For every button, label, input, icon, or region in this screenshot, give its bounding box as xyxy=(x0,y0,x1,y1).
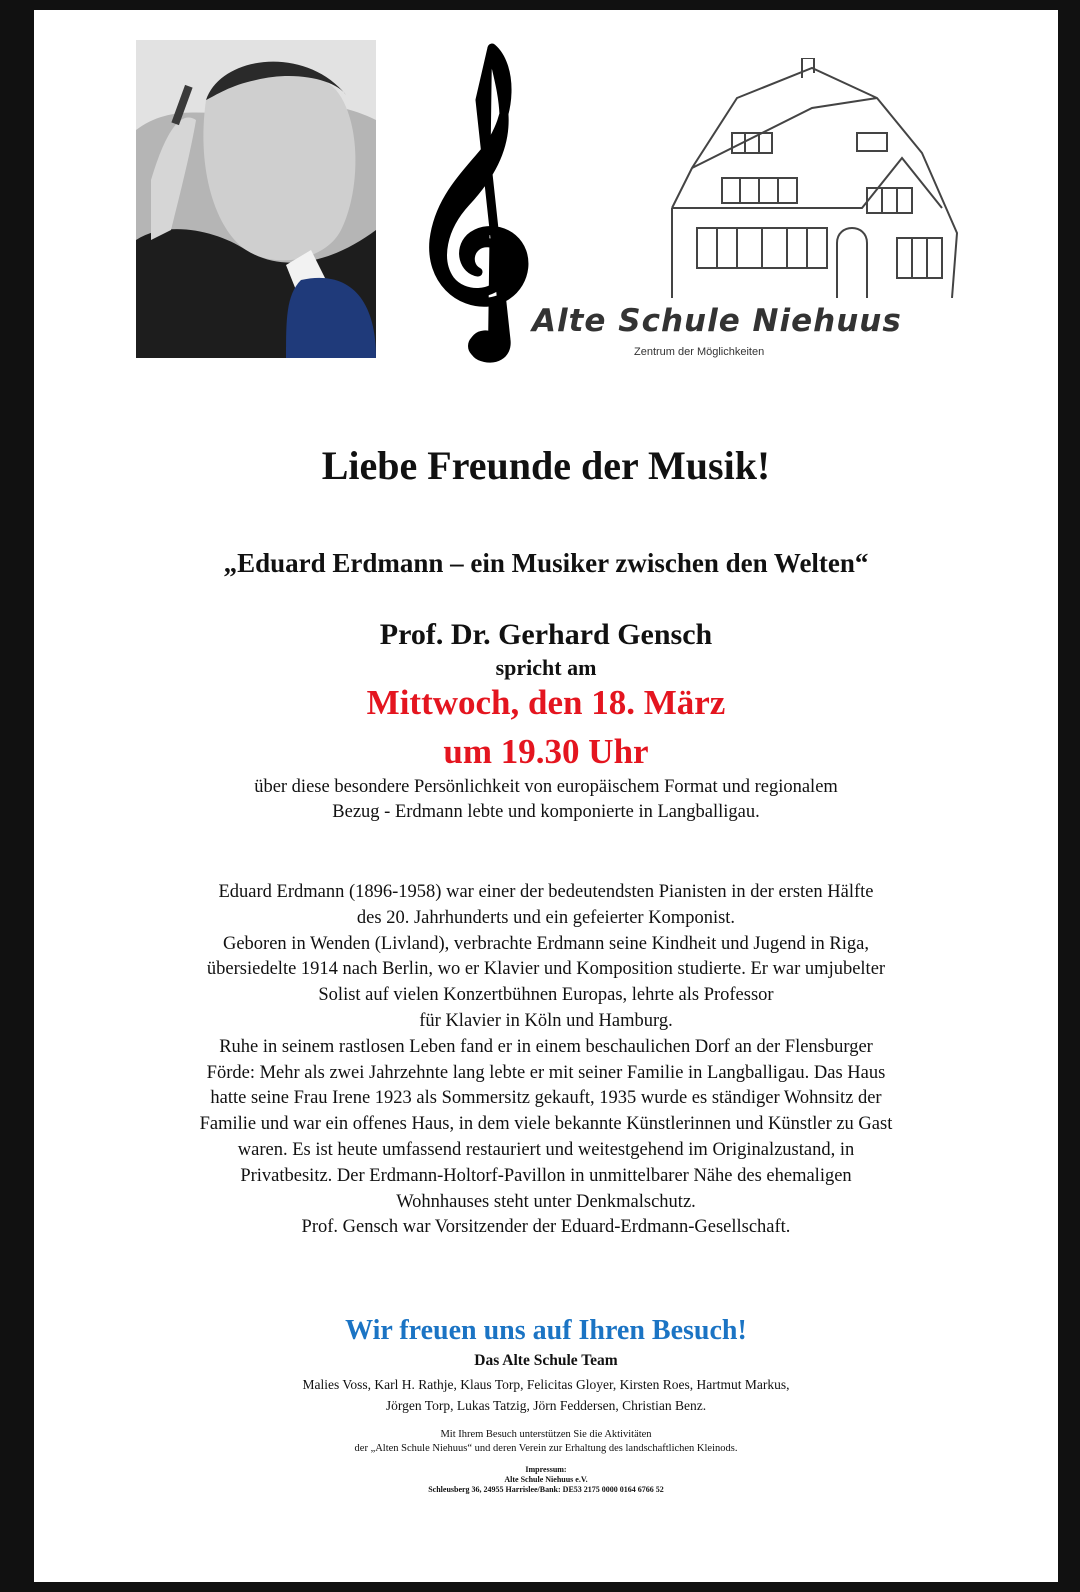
treble-clef-icon xyxy=(414,40,544,365)
logo-tagline: Zentrum der Möglichkeiten xyxy=(634,346,765,358)
bio-line: des 20. Jahrhunderts und ein gefeierter Komponist. xyxy=(356,907,736,928)
bio-line: Eduard Erdmann (1896-1958) war einer der bedeutendsten Pianisten in der ersten Hälfte xyxy=(218,882,874,902)
biography-text xyxy=(34,880,1058,1241)
portrait-photo xyxy=(136,40,376,358)
bio-line: Wohnhauses steht unter Denkmalschutz. xyxy=(396,1191,696,1212)
impressum-line: Schleusberg 36, 24955 Harrislee/Bank: DE53 2175 0000 0164 6766 52 xyxy=(428,1485,664,1494)
bio-line: übersiedelte 1914 nach Berlin, wo er Klavier und Komposition studierte. Er war umjubelter xyxy=(206,959,886,980)
headline: Liebe Freunde der Musik! xyxy=(321,443,771,488)
school-house-drawing xyxy=(662,58,962,298)
bio-line: Geboren in Wenden (Livland), verbrachte Erdmann seine Kindheit und Jugend in Riga, xyxy=(222,933,869,954)
bio-line: für Klavier in Köln und Hamburg. xyxy=(419,1010,673,1031)
logo-name: Alte Schule Niehuus xyxy=(532,303,902,339)
impressum-line: Alte Schule Niehuus e.V. xyxy=(504,1475,588,1484)
team-title: Das Alte Schule Team xyxy=(474,1352,618,1369)
team-line: Malies Voss, Karl H. Rathje, Klaus Torp, Felicitas Gloyer, Kirsten Roes, Hartmut Markus, xyxy=(302,1377,790,1392)
bio-line: Ruhe in seinem rastlosen Leben fand er in einem beschaulichen Dorf an der Flensburger xyxy=(219,1036,873,1057)
flyer-page xyxy=(34,10,1058,1582)
welcome-message: Wir freuen uns auf Ihren Besuch! xyxy=(345,1315,747,1346)
bio-line: hatte seine Frau Irene 1923 als Sommersitz gekauft, 1935 wurde es ständiger Wohnsitz der xyxy=(210,1088,882,1109)
bio-line: Prof. Gensch war Vorsitzender der Eduard-Erdmann-Gesellschaft. xyxy=(301,1217,791,1238)
bio-line: Förde: Mehr als zwei Jahrzehnte lang lebte er mit seiner Familie in Langballigau. Das Haus xyxy=(206,1062,886,1083)
support-note xyxy=(34,1428,1058,1456)
impressum xyxy=(34,1465,1058,1495)
support-line: der „Alten Schule Niehuus“ und deren Verein zur Erhaltung des landschaftlichen Kleinods. xyxy=(354,1443,738,1454)
talk-title: „Eduard Erdmann – ein Musiker zwischen den Welten“ xyxy=(223,548,869,578)
impressum-line: Impressum: xyxy=(525,1465,567,1474)
bio-line: Solist auf vielen Konzertbühnen Europas, lehrte als Professor xyxy=(318,985,774,1006)
intro-text xyxy=(34,775,1058,825)
event-date: Mittwoch, den 18. März xyxy=(366,683,726,722)
speaker-name: Prof. Dr. Gerhard Gensch xyxy=(379,618,713,651)
bio-line: Familie und war ein offenes Haus, in dem viele bekannte Künstlerinnen und Künstler zu Gast xyxy=(199,1114,893,1135)
event-time: um 19.30 Uhr xyxy=(443,732,649,771)
intro-line: Bezug - Erdmann lebte und komponierte in Langballigau. xyxy=(332,802,760,822)
bio-line: waren. Es ist heute umfassend restauriert und weitestgehend im Originalzustand, in xyxy=(237,1139,855,1160)
intro-line: über diese besondere Persönlichkeit von europäischem Format und regionalem xyxy=(254,777,838,797)
bio-line: Privatbesitz. Der Erdmann-Holtorf-Pavillon in unmittelbarer Nähe des ehemaligen xyxy=(240,1165,852,1186)
support-line: Mit Ihrem Besuch unterstützen Sie die Aktivitäten xyxy=(440,1429,652,1440)
team-members xyxy=(34,1374,1058,1416)
speaks-on-label: spricht am xyxy=(495,655,597,680)
team-line: Jörgen Torp, Lukas Tatzig, Jörn Feddersen, Christian Benz. xyxy=(385,1398,707,1413)
